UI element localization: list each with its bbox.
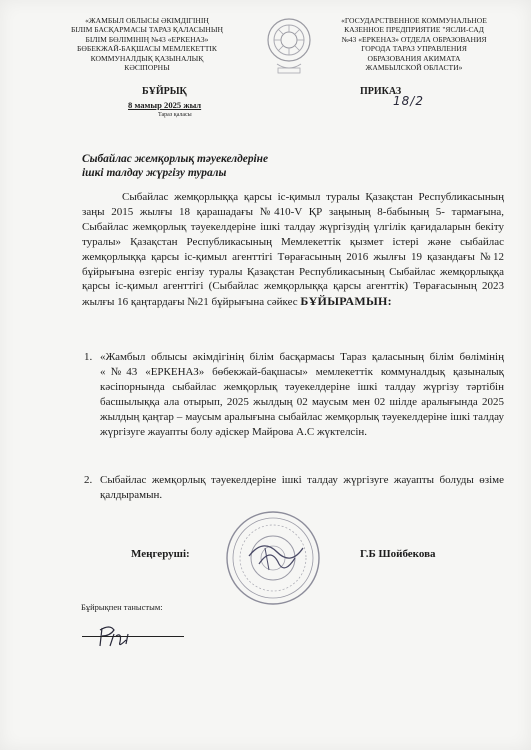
subject-line: Сыбайлас жемқорлық тәуекелдеріне [82, 153, 269, 165]
header-right-line: ГОРОДА ТАРАЗ УПРАВЛЕНИЯ [361, 44, 467, 54]
state-emblem-icon [266, 14, 312, 80]
official-seal-icon [219, 508, 327, 608]
header-left-kz [36, 16, 258, 72]
head-name: Г.Б Шойбекова [360, 548, 436, 560]
order-item-number: 1. [84, 351, 93, 363]
header-right-line: ЖАМБЫЛСКОЙ ОБЛАСТИ» [365, 63, 463, 73]
preamble-text: Сыбайлас жемқорлыққа қарсы іс-қимыл туралы Қазақстан Республикасының заңы 2015 жылғы 18 қарашадағы №410-V ҚР заңының 8-бабының 5- тармағына, Сыбайлас жемқорлық тәуекелдеріне ішкі талдау жүргізудің үлгілік қағидаларын бекіту туралы» Қазақстан Республикасының Мемлекеттік қызмет істері және сыбайлас жемқорлыққа қарсы іс-қимыл агенттігі Төрағасының 2016 жылғы 19 қазандағы №12 бұйрығына өзгеріс енгізу туралы Қазақстан Республикасының Сыбайлас жемқорлыққа қарсы іс-қимыл агенттігі (Сыбайлас жемқорлыққа қарсы агенттік) Төрағасының 2023 жылғы 16 қаңтардағы №21 бұйрығына сәйкес [82, 191, 504, 309]
header-left-line: БӨБЕКЖАЙ-БАҚШАСЫ МЕМЛЕКЕТТІК [77, 44, 217, 54]
acquainted-signature-icon [80, 614, 190, 654]
subject-line: ішкі талдау жүргізу туралы [82, 167, 227, 179]
head-position-label: Меңгеруші: [131, 548, 190, 560]
order-title-kz: БҰЙРЫҚ [142, 86, 187, 97]
header-left-line: БІЛІМ БАСҚАРМАСЫ ТАРАЗ ҚАЛАСЫНЫҢ [71, 25, 223, 35]
header-right-line: №43 «ЕРКЕНАЗ» ОТДЕЛА ОБРАЗОВАНИЯ [341, 34, 487, 44]
header-right-line: «ГОСУДАРСТВЕННОЕ КОММУНАЛЬНОЕ [341, 16, 487, 25]
header-left-line: КӘСІПОРНЫ [124, 63, 170, 73]
order-date: 8 мамыр 2025 жыл [128, 100, 202, 110]
decree-word: БҰЙЫРАМЫН: [300, 294, 392, 309]
header-right-ru [314, 16, 514, 72]
acquainted-label: Бұйрықпен таныстым: [81, 602, 163, 612]
order-number: 18/2 [393, 94, 424, 108]
header-left-line: БІЛІМ БӨЛІМІНІҢ №43 «ЕРКЕНАЗ» [85, 34, 209, 44]
order-item-number: 2. [84, 474, 93, 486]
header-right-line: ОБРАЗОВАНИЯ АКИМАТА [367, 53, 461, 63]
acquainted-signature-line [82, 636, 184, 637]
order-title-ru: ПРИКАЗ [360, 86, 402, 97]
header-left-line: «ЖАМБЫЛ ОБЛЫСЫ ӘКІМДІГІНІҢ [85, 16, 209, 25]
order-item-text: Сыбайлас жемқорлық тәуекелдеріне ішкі талдау жүргізуге жауапты болуды өзіме қалдырамын. [100, 474, 504, 501]
order-city: Тараз қаласы [158, 112, 192, 118]
order-item [84, 473, 504, 503]
order-subject [82, 152, 268, 180]
header-left-line: КОММУНАЛДЫҚ ҚАЗЫНАЛЫҚ [90, 53, 204, 63]
order-item-text: «Жамбыл облысы әкімдігінің білім басқармасы Тараз қаласының білім бөлімінің «№43 «ЕРКЕНАЗ» бөбекжай-бақшасы» мемлекеттік коммуналдық қазыналық кәсіпорнында сыбайлас жемқорлық тәуекелдеріне ішкі талдау жүргізу тәртібін басшылыққа ала отырып, 2025 жылдың 02 маусым мен 02 шілде аралығында 2025 жылдың қаңтар – маусым аралығына сыбайлас жемқорлық тәуекелдеріне ішкі талдау жүргізуге жауапты болу әдіскер Майрова А.С жүктелсін. [100, 351, 504, 438]
preamble-paragraph [82, 190, 504, 310]
header-right-line: КАЗЕННОЕ ПРЕДПРИЯТИЕ "ЯСЛИ-САД [344, 25, 484, 35]
order-item [84, 350, 504, 439]
